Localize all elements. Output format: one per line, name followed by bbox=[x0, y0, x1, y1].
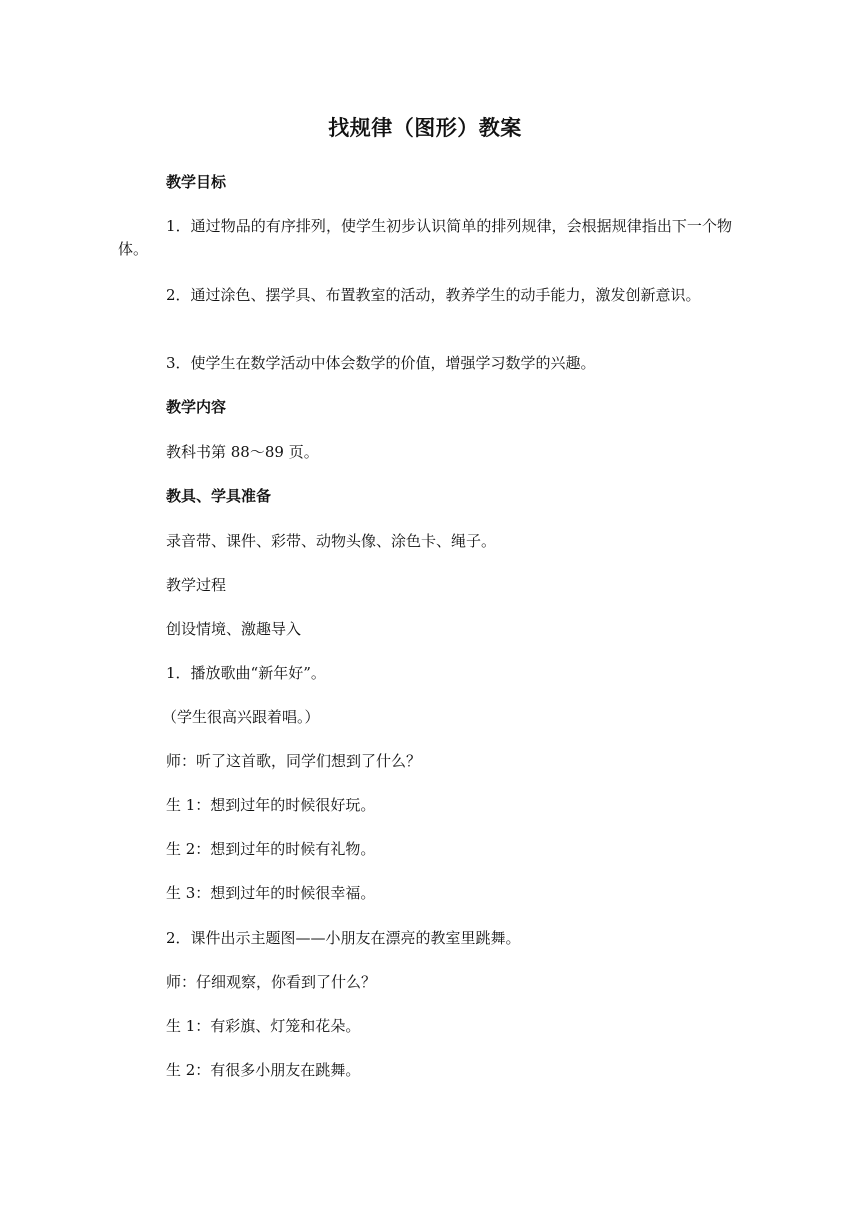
process-subheading: 创设情境、激趣导入 bbox=[166, 620, 302, 638]
document-title: 找规律（图形）教案 bbox=[328, 116, 522, 140]
process-step-1: 1．播放歌曲“新年好”。 bbox=[166, 664, 326, 682]
dialogue-line: 生 1：有彩旗、灯笼和花朵。 bbox=[166, 1017, 361, 1035]
section-heading-materials: 教具、学具准备 bbox=[166, 487, 272, 505]
materials-text: 录音带、课件、彩带、动物头像、涂色卡、绳子。 bbox=[166, 532, 497, 550]
process-step-2: 2．课件出示主题图——小朋友在漂亮的教室里跳舞。 bbox=[166, 929, 521, 947]
section-heading-objectives: 教学目标 bbox=[166, 173, 227, 191]
dialogue-line: 生 2：想到过年的时候有礼物。 bbox=[166, 840, 376, 858]
dialogue-line: 生 1：想到过年的时候很好玩。 bbox=[166, 796, 376, 814]
section-heading-content: 教学内容 bbox=[166, 398, 227, 416]
dialogue-line: 生 3：想到过年的时候很幸福。 bbox=[166, 884, 376, 902]
content-text: 教科书第 88～89 页。 bbox=[166, 443, 319, 461]
section-heading-process: 教学过程 bbox=[166, 576, 227, 594]
objective-2: 2．通过涂色、摆学具、布置教室的活动，教养学生的动手能力，激发创新意识。 bbox=[166, 286, 701, 304]
dialogue-line: 师：仔细观察，你看到了什么？ bbox=[166, 973, 377, 991]
objective-3: 3．使学生在数学活动中体会数学的价值，增强学习数学的兴趣。 bbox=[166, 354, 596, 372]
process-note: （学生很高兴跟着唱。） bbox=[162, 708, 320, 726]
objective-1: 1．通过物品的有序排列，使学生初步认识简单的排列规律，会根据规律指出下一个物体。 bbox=[118, 217, 732, 258]
dialogue-line: 生 2：有很多小朋友在跳舞。 bbox=[166, 1061, 361, 1079]
dialogue-line: 师：听了这首歌，同学们想到了什么？ bbox=[166, 752, 422, 770]
